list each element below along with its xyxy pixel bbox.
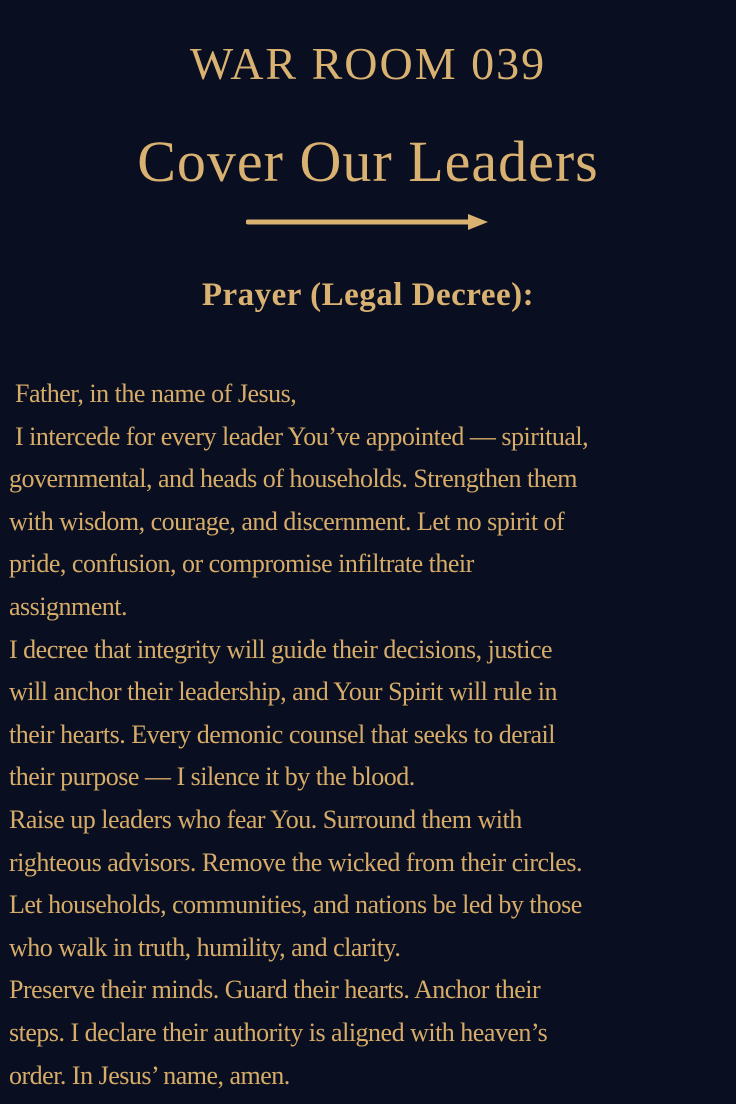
prayer-line: with wisdom, courage, and discernment. Let no spirit of [9, 506, 565, 536]
prayer-line: their hearts. Every demonic counsel that seeks to derail [9, 719, 555, 749]
page-title: Cover Our Leaders [137, 129, 599, 195]
prayer-line: Let households, communities, and nations be led by those [9, 890, 582, 920]
prayer-line: righteous advisors. Remove the wicked from their circles. [9, 847, 582, 877]
prayer-line: I intercede for every leader You’ve appointed — spiritual, [9, 421, 589, 451]
prayer-line: will anchor their leadership, and Your Spirit will rule in [9, 677, 557, 707]
prayer-text [0, 373, 736, 1097]
prayer-line: Raise up leaders who fear You. Surround them with [9, 804, 522, 834]
prayer-line: I decree that integrity will guide their decisions, justice [9, 634, 553, 664]
prayer-line: assignment. [9, 592, 127, 621]
prayer-line: Father, in the name of Jesus, [9, 379, 297, 409]
arrow-right-icon [246, 213, 490, 231]
divider [0, 213, 736, 231]
prayer-line: governmental, and heads of households. Strengthen them [9, 464, 577, 494]
prayer-line: steps. I declare their authority is aligned with heaven’s [9, 1017, 548, 1047]
prayer-line: Preserve their minds. Guard their hearts. Anchor their [9, 975, 541, 1005]
prayer-line: their purpose — I silence it by the blood. [9, 762, 415, 792]
prayer-line: pride, confusion, or compromise infiltrate their [9, 549, 474, 579]
prayer-line: who walk in truth, humility, and clarity. [9, 932, 401, 962]
prayer-line: order. In Jesus’ name, amen. [9, 1060, 290, 1090]
series-title: WAR ROOM 039 [189, 38, 547, 89]
section-heading: Prayer (Legal Decree): [201, 276, 535, 313]
